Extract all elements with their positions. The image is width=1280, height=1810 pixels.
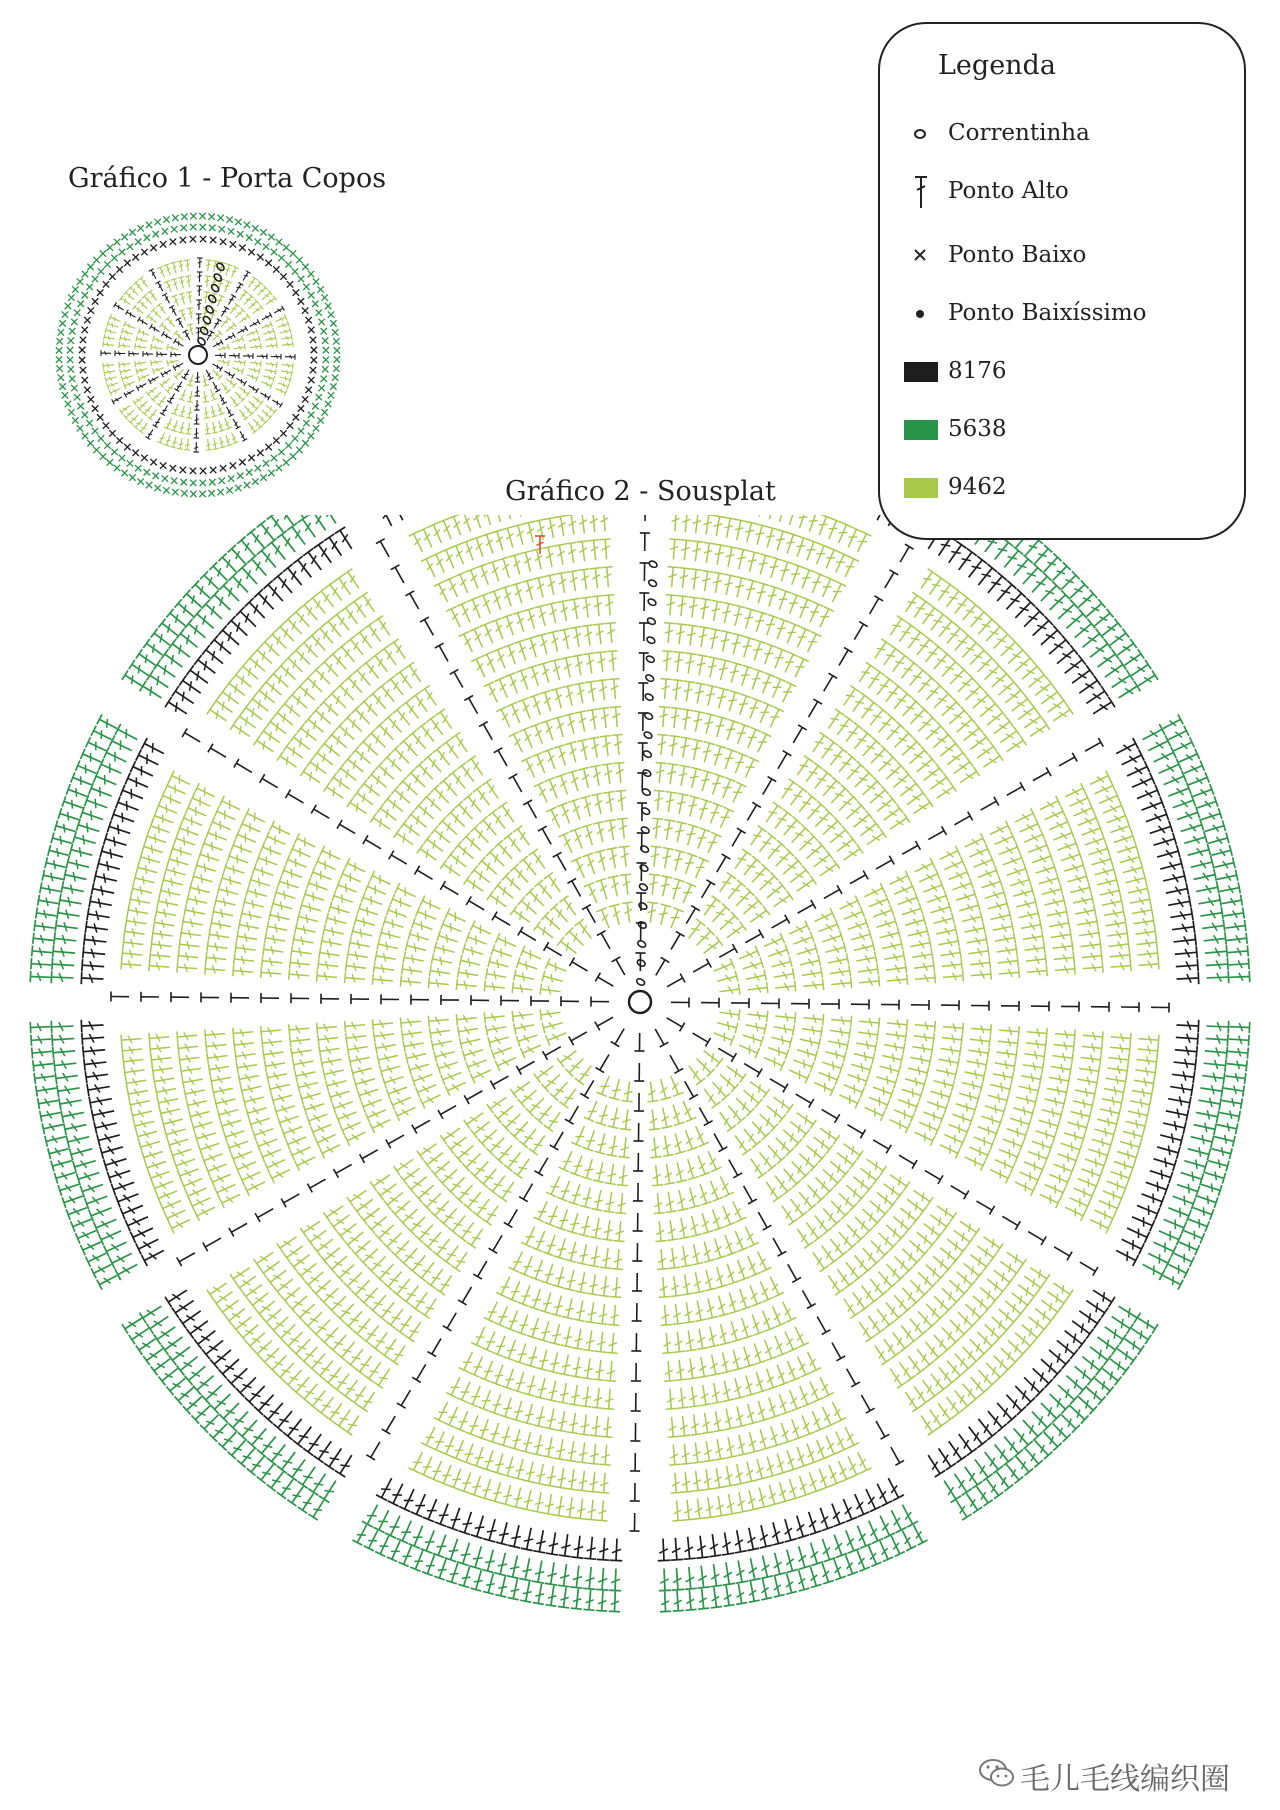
legend-item-color-8176: 8176: [880, 354, 1240, 390]
color-swatch-8176: [904, 362, 938, 382]
color-swatch-5638: [904, 420, 938, 440]
legend-item-single-crochet: Ponto Baixo: [880, 238, 1240, 274]
chart2-title: Gráfico 2 - Sousplat: [505, 476, 776, 507]
legend-item-color-5638: 5638: [880, 412, 1240, 448]
legend-item-chain: Correntinha: [880, 116, 1240, 152]
legend-item-color-9462: 9462: [880, 470, 1240, 506]
legend-item-slip-stitch: Ponto Baixíssimo: [880, 296, 1240, 332]
legend-item-double-crochet: Ponto Alto: [880, 174, 1240, 210]
chart1-coaster-diagram: [40, 200, 360, 520]
chart2-placemat-diagram: [0, 515, 1280, 1795]
chart1-title: Gráfico 1 - Porta Copos: [68, 163, 387, 194]
placemat-stitches: [30, 515, 1249, 1612]
watermark-text: 毛儿毛线编织圈: [1020, 1762, 1230, 1797]
wechat-icon: [978, 1756, 1016, 1790]
double-crochet-icon: [906, 174, 946, 210]
legend-box: [878, 22, 1246, 540]
slip-stitch-icon: [906, 296, 946, 332]
color-swatch-9462: [904, 478, 938, 498]
single-crochet-icon: [906, 238, 946, 274]
chain-icon: [906, 116, 946, 152]
legend-title: Legenda: [938, 50, 1056, 81]
